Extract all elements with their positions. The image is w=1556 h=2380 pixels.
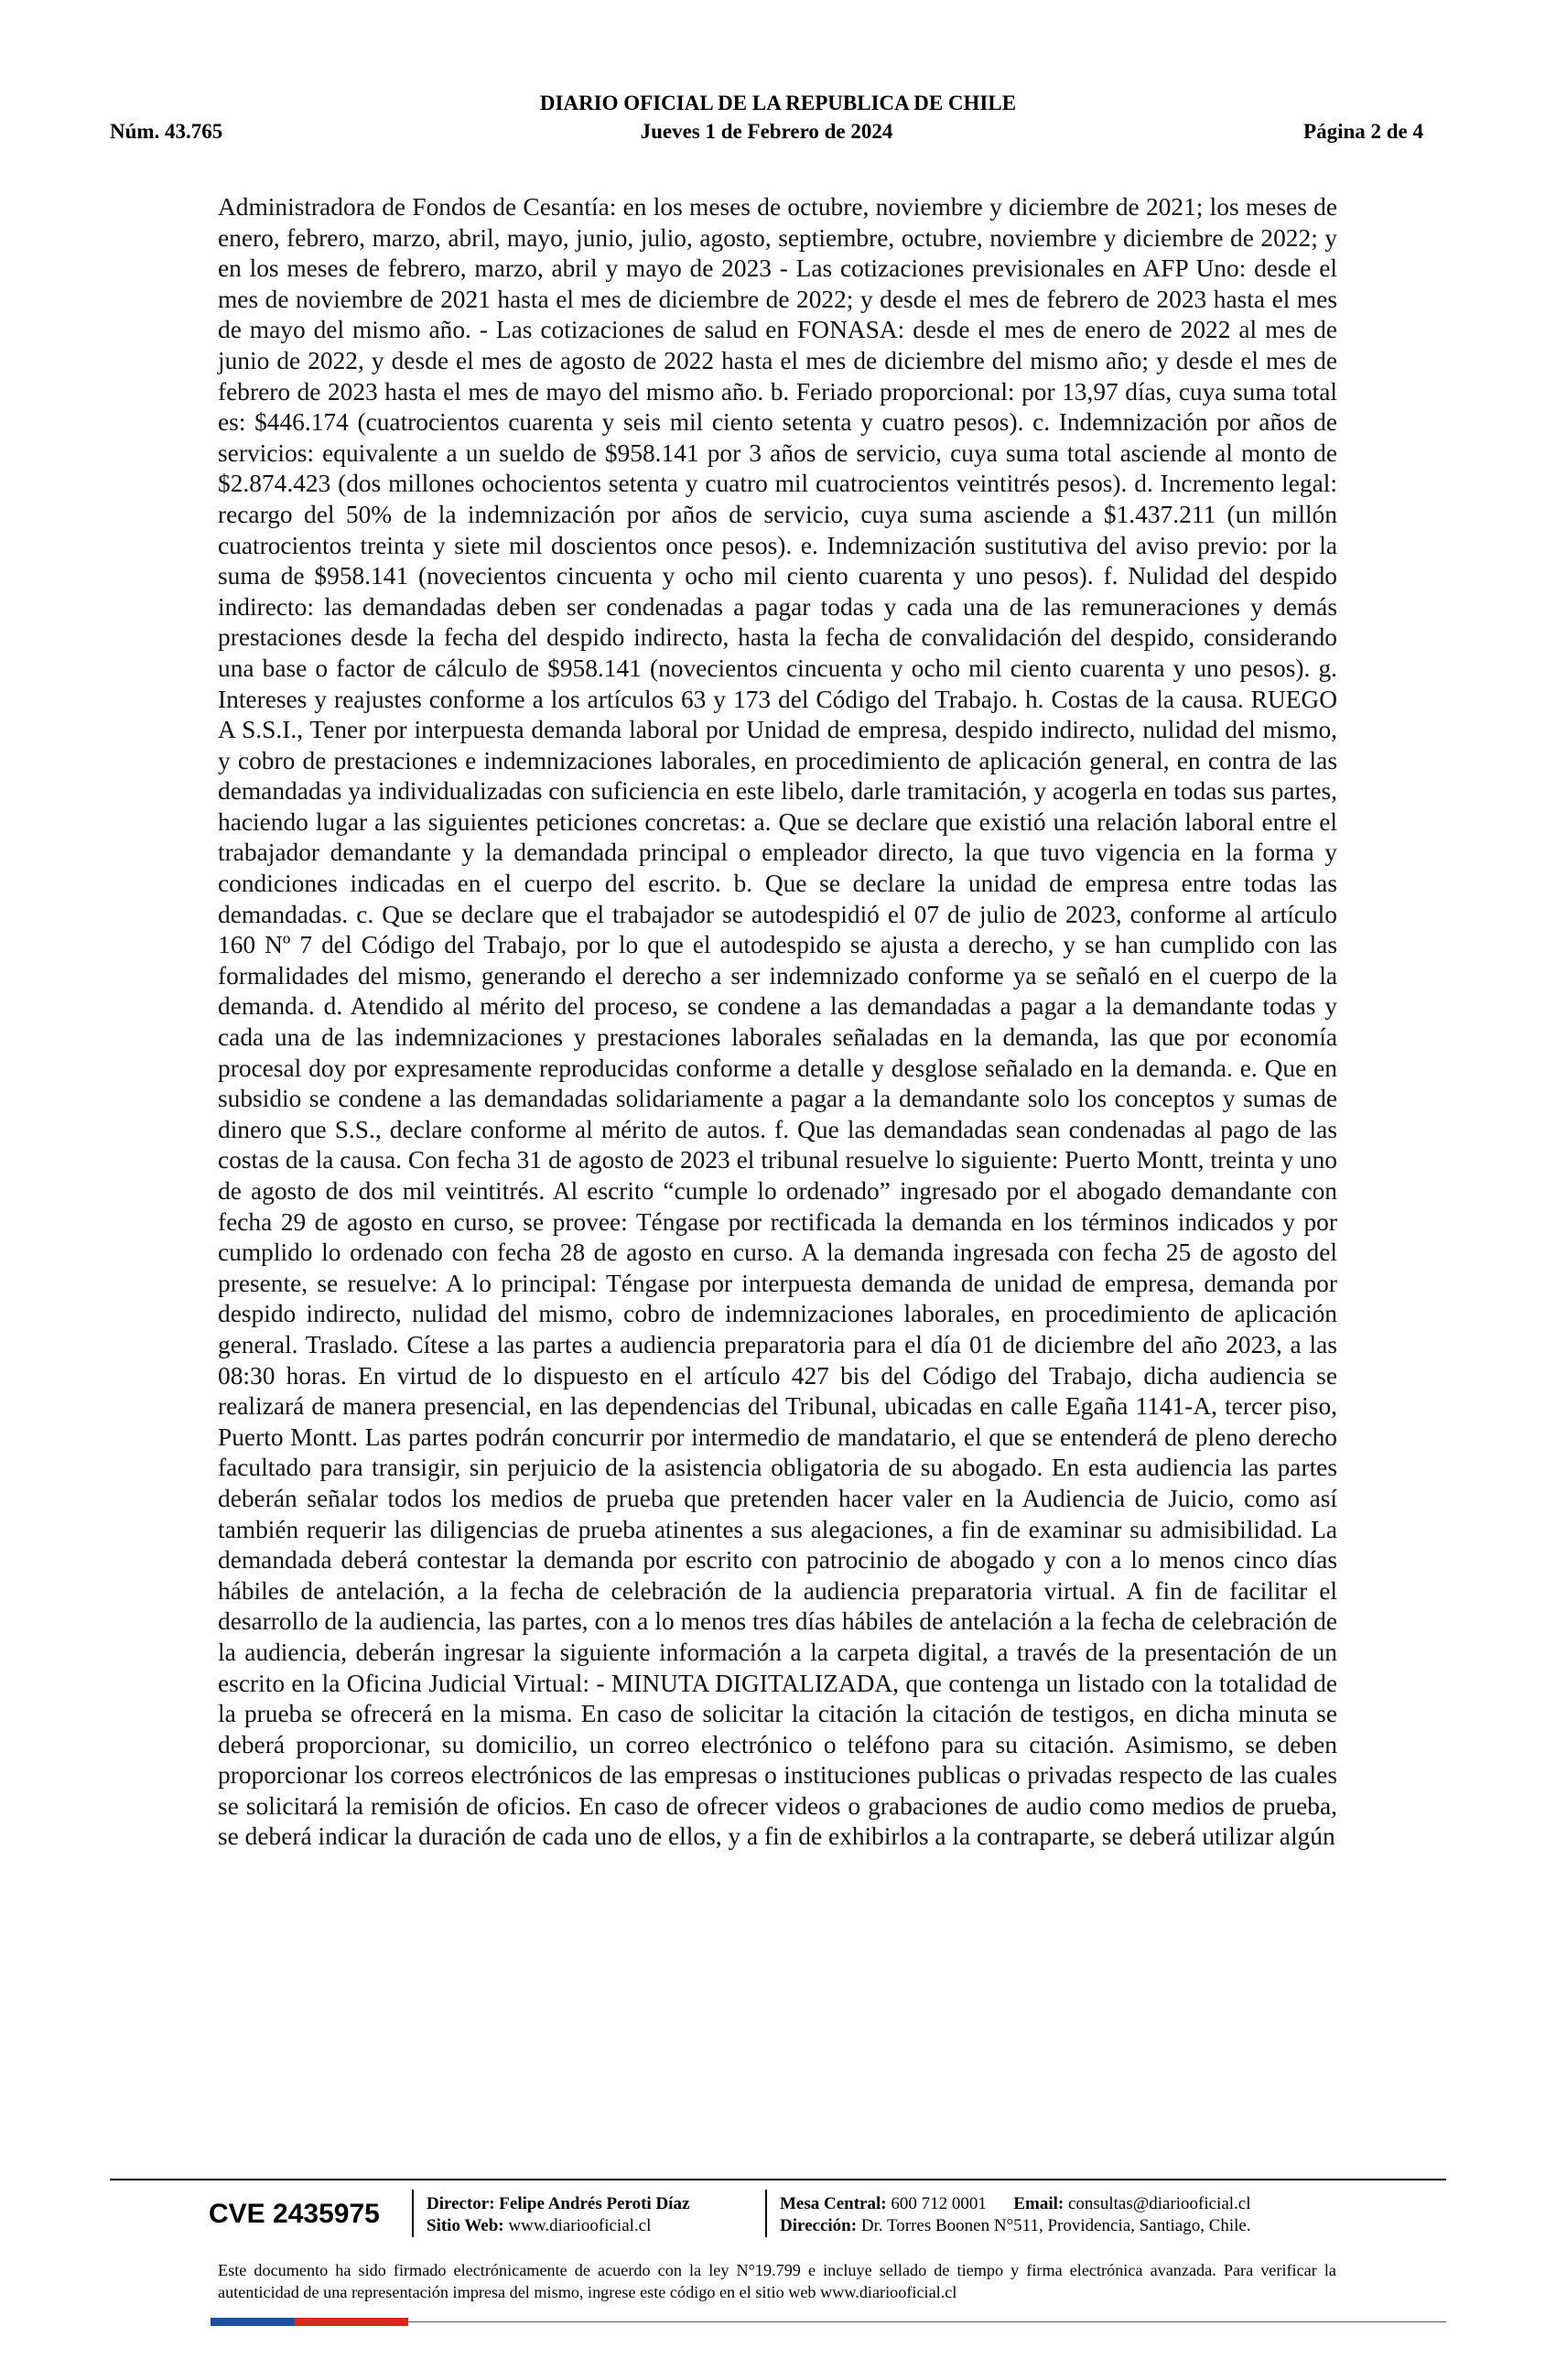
- header-row: [110, 120, 1423, 147]
- flag-blue-segment: [211, 2318, 295, 2326]
- contact-line: [780, 2193, 1251, 2215]
- director-line: [427, 2193, 689, 2215]
- gazette-title: DIARIO OFICIAL DE LA REPUBLICA DE CHILE: [539, 92, 1017, 114]
- footer-bottom-rule: [408, 2321, 1446, 2322]
- email-link[interactable]: consultas@diariooficial.cl: [1068, 2194, 1251, 2213]
- flag-stripe: [211, 2318, 408, 2326]
- footer-contact-block: [780, 2193, 1251, 2237]
- issue-number: Núm. 43.765: [110, 120, 223, 143]
- footer-separator: [765, 2190, 767, 2237]
- address-line: [780, 2215, 1251, 2237]
- issue-date: Jueves 1 de Febrero de 2024: [640, 120, 893, 143]
- legal-notice: Este documento ha sido firmado electrónicamente de acuerdo con la ley N°19.799 e incluye sellado de tiempo y firma electrónica avanzada. Para verificar la autenticidad de una representación impresa del mismo, ingrese este código en el sitio web www.diariooficial.cl: [218, 2261, 1336, 2301]
- director-name: Felipe Andrés Peroti Díaz: [499, 2194, 690, 2213]
- site-label: Sitio Web:: [427, 2216, 504, 2235]
- site-link[interactable]: www.diariooficial.cl: [508, 2216, 652, 2235]
- phone-label: Mesa Central:: [780, 2194, 887, 2213]
- address-value: Dr. Torres Boonen N°511, Providencia, Santiago, Chile.: [860, 2216, 1251, 2235]
- footer-director-block: [427, 2193, 689, 2237]
- footer-separator: [412, 2190, 414, 2237]
- phone-value: 600 712 0001: [891, 2194, 987, 2213]
- page-number: Página 2 de 4: [1303, 120, 1423, 143]
- body-paragraph: Administradora de Fondos de Cesantía: en los meses de octubre, noviembre y diciembre de 2021; los meses de enero, febrero, marzo, abril, mayo, junio, julio, agosto, septiembre, octubre, noviembre y diciembre de 2022; y en los meses de febrero, marzo, abril y mayo de 2023 - Las cotizaciones previsionales en AFP Uno: desde el mes de noviembre de 2021 hasta el mes de diciembre de 2022; y desde el mes de febrero de 2023 hasta el mes de mayo del mismo año. - Las cotizaciones de salud en FONASA: desde el mes de enero de 2022 al mes de junio de 2022, y desde el mes de agosto de 2022 hasta el mes de diciembre del mismo año; y desde el mes de febrero de 2023 hasta el mes de mayo del mismo año. b. Feriado proporcional: por 13,97 días, cuya suma total es: $446.174 (cuatrocientos cuarenta y seis mil ciento setenta y cuatro pesos). c. Indemnización por años de servicios: equivalente a un sueldo de $958.141 por 3 años de servicio, cuya suma total asciende al monto de $2.874.423 (dos millones ochocientos setenta y cuatro mil cuatrocientos veintitrés pesos). d. Incremento legal: recargo del 50% de la indemnización por años de servicio, cuya suma asciende a $1.437.211 (un millón cuatrocientos treinta y siete mil doscientos once pesos). e. Indemnización sustitutiva del aviso previo: por la suma de $958.141 (novecientos cincuenta y ocho mil ciento cuarenta y uno pesos). f. Nulidad del despido indirecto: las demandadas deben ser condenadas a pagar todas y cada una de las remuneraciones y demás prestaciones desde la fecha del despido indirecto, hasta la fecha de convalidación del despido, considerando una base o factor de cálculo de $958.141 (novecientos cincuenta y ocho mil ciento cuarenta y uno pesos). g. Intereses y reajustes conforme a los artículos 63 y 173 del Código del Trabajo. h. Costas de la causa. RUEGO A S.S.I., Tener por interpuesta demanda laboral por Unidad de empresa, despido indirecto, nulidad del mismo, y cobro de prestaciones e indemnizaciones laborales, en procedimiento de aplicación general, en contra de las demandadas ya individualizadas con suficiencia en este libelo, darle tramitación, y acogerla en todas sus partes, haciendo lugar a las siguientes peticiones concretas: a. Que se declare que existió una relación laboral entre el trabajador demandante y la demandada principal o empleador directo, la que tuvo vigencia en la forma y condiciones indicadas en el cuerpo del escrito. b. Que se declare la unidad de empresa entre todas las demandadas. c. Que se declare que el trabajador se autodespidió el 07 de julio de 2023, conforme al artículo 160 Nº 7 del Código del Trabajo, por lo que el autodespido se ajusta a derecho, y se han cumplido con las formalidades del mismo, generando el derecho a ser indemnizado conforme ya se señaló en el cuerpo de la demanda. d. Atendido al mérito del proceso, se condene a las demandadas a pagar a la demandante todas y cada una de las indemnizaciones y prestaciones laborales señaladas en la demanda, las que por economía procesal doy por expresamente reproducidas conforme a detalle y desglose señalado en la demanda. e. Que en subsidio se condene a las demandadas solidariamente a pagar a la demandante solo los conceptos y sumas de dinero que S.S., declare conforme al mérito de autos. f. Que las demandadas sean condenadas al pago de las costas de la causa. Con fecha 31 de agosto de 2023 el tribunal resuelve lo siguiente: Puerto Montt, treinta y uno de agosto de dos mil veintitrés. Al escrito “cumple lo ordenado” ingresado por el abogado demandante con fecha 29 de agosto en curso, se provee: Téngase por rectificada la demanda en los términos indicados y por cumplido lo ordenado con fecha 28 de agosto en curso. A la demanda ingresada con fecha 25 de agosto del presente, se resuelve: A lo principal: Téngase por interpuesta demanda de unidad de empresa, demanda por despido indirecto, nulidad del mismo, cobro de indemnizaciones laborales, en procedimiento de aplicación general. Traslado. Cítese a las partes a audiencia preparatoria para el día 01 de diciembre del año 2023, a las 08:30 horas. En virtud de lo dispuesto en el artículo 427 bis del Código del Trabajo, dicha audiencia se realizará de manera presencial, en las dependencias del Tribunal, ubicadas en calle Egaña 1141-A, tercer piso, Puerto Montt. Las partes podrán concurrir por intermedio de mandatario, el que se entenderá de pleno derecho facultado para transigir, sin perjuicio de la asistencia obligatoria de su abogado. En esta audiencia las partes deberán señalar todos los medios de prueba que pretenden hacer valer en la Audiencia de Juicio, como así también requerir las diligencias de prueba atinentes a sus alegaciones, a fin de examinar su admisibilidad. La demandada deberá contestar la demanda por escrito con patrocinio de abogado y con a lo menos cinco días hábiles de antelación, a la fecha de celebración de la audiencia preparatoria virtual. A fin de facilitar el desarrollo de la audiencia, las partes, con a lo menos tres días hábiles de antelación a la fecha de celebración de la audiencia, deberán ingresar la siguiente información a la carpeta digital, a través de la presentación de un escrito en la Oficina Judicial Virtual: - MINUTA DIGITALIZADA, que contenga un listado con la totalidad de la prueba se ofrecerá en la misma. En caso de solicitar la citación la citación de testigos, en dicha minuta se deberá proporcionar, su domicilio, un correo electrónico o teléfono para su citación. Asimismo, se deben proporcionar los correos electrónicos de las empresas o instituciones publicas o privadas respecto de las cuales se solicitará la remisión de oficios. En caso de ofrecer videos o grabaciones de audio como medios de prueba, se deberá indicar la duración de cada uno de ellos, y a fin de exhibirlos a la contraparte, se deberá utilizar algún: [218, 193, 1337, 1851]
- cve-code: CVE 2435975: [209, 2199, 380, 2229]
- email-label: Email:: [1013, 2194, 1064, 2213]
- flag-red-segment: [295, 2318, 408, 2326]
- director-label: Director:: [427, 2194, 495, 2213]
- footer-divider: [110, 2179, 1446, 2180]
- site-line: [427, 2215, 689, 2237]
- address-label: Dirección:: [780, 2216, 858, 2235]
